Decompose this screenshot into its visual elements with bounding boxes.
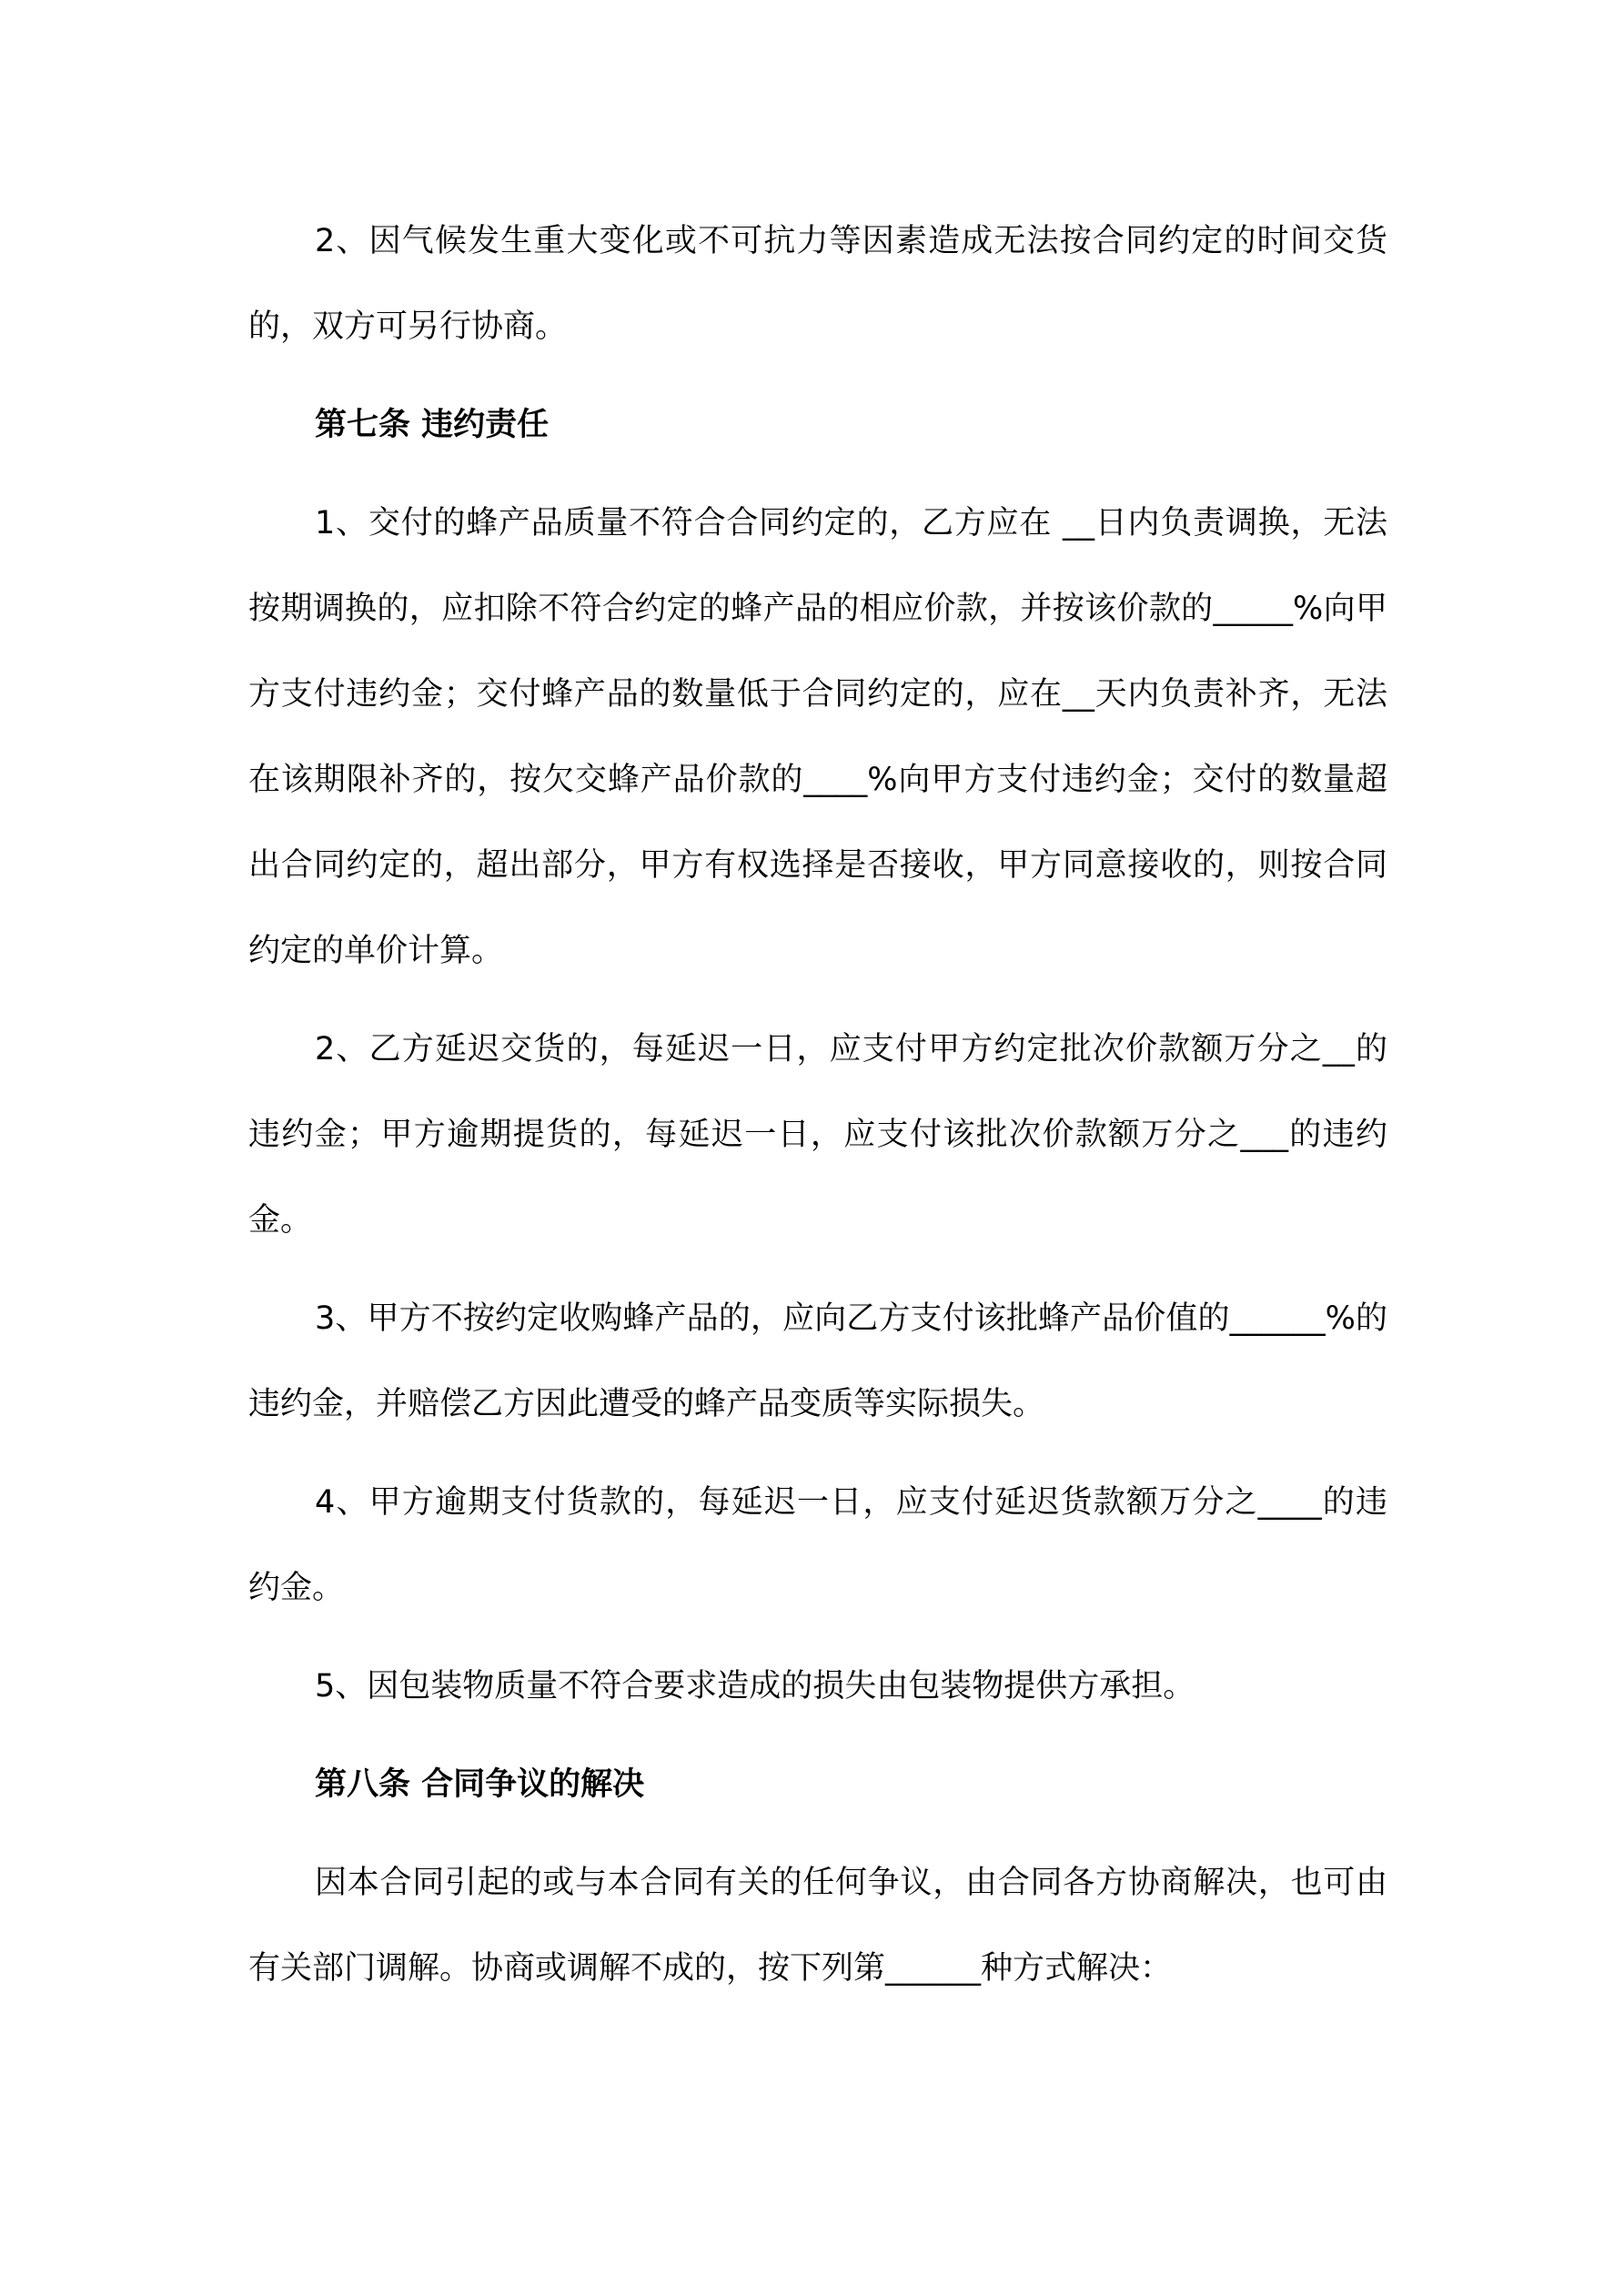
text-line: 按期调换的，应扣除不符合约定的蜂产品的相应价款，并按该价款的_____%向甲 xyxy=(248,591,1387,627)
text-line: 有关部门调解。协商或调解不成的，按下列第______种方式解决： xyxy=(248,1950,1173,1987)
text-line: 违约金；甲方逾期提货的，每延迟一日，应支付该批次价款额万分之___的违约 xyxy=(248,1117,1387,1153)
text-line: 2、乙方延迟交货的，每延迟一日，应支付甲方约定批次价款额万分之__的 xyxy=(315,1031,1387,1067)
text-line: 1、交付的蜂产品质量不符合合同约定的，乙方应在 __日内负责调换，无法 xyxy=(315,505,1387,541)
paragraph xyxy=(248,1276,1387,1447)
text-line: 第八条 合同争议的解决 xyxy=(315,1766,645,1803)
text-line: 4、甲方逾期支付货款的，每延迟一日，应支付延迟货款额万分之____的违 xyxy=(315,1484,1387,1521)
text-line: 金。 xyxy=(248,1202,313,1239)
text-line: 5、因包装物质量不符合要求造成的损失由包装物提供方承担。 xyxy=(315,1668,1195,1704)
paragraph xyxy=(248,1006,1387,1263)
text-line: 约金。 xyxy=(248,1570,345,1606)
text-line: 约定的单价计算。 xyxy=(248,933,504,969)
text-line: 的，双方可另行协商。 xyxy=(248,308,568,345)
paragraph xyxy=(248,1644,1387,1729)
section-heading xyxy=(248,382,1387,468)
paragraph xyxy=(248,480,1387,994)
document-page xyxy=(248,198,1387,2024)
text-line: 2、因气候发生重大变化或不可抗力等因素造成无法按合同约定的时间交货 xyxy=(315,223,1387,259)
paragraph xyxy=(248,198,1387,369)
text-line: 出合同约定的，超出部分，甲方有权选择是否接收，甲方同意接收的，则按合同 xyxy=(248,847,1387,884)
text-line: 因本合同引起的或与本合同有关的任何争议，由合同各方协商解决，也可由 xyxy=(315,1865,1387,1901)
text-line: 在该期限补齐的，按欠交蜂产品价款的____%向甲方支付违约金；交付的数量超 xyxy=(248,762,1387,798)
section-heading xyxy=(248,1742,1387,1827)
text-line: 第七条 违约责任 xyxy=(315,407,550,443)
paragraph xyxy=(248,1840,1387,2011)
text-line: 违约金，并赔偿乙方因此遭受的蜂产品变质等实际损失。 xyxy=(248,1386,1045,1422)
text-line: 方支付违约金；交付蜂产品的数量低于合同约定的，应在__天内负责补齐，无法 xyxy=(248,676,1387,713)
paragraph xyxy=(248,1460,1387,1631)
text-line: 3、甲方不按约定收购蜂产品的，应向乙方支付该批蜂产品价值的______%的 xyxy=(315,1300,1387,1337)
